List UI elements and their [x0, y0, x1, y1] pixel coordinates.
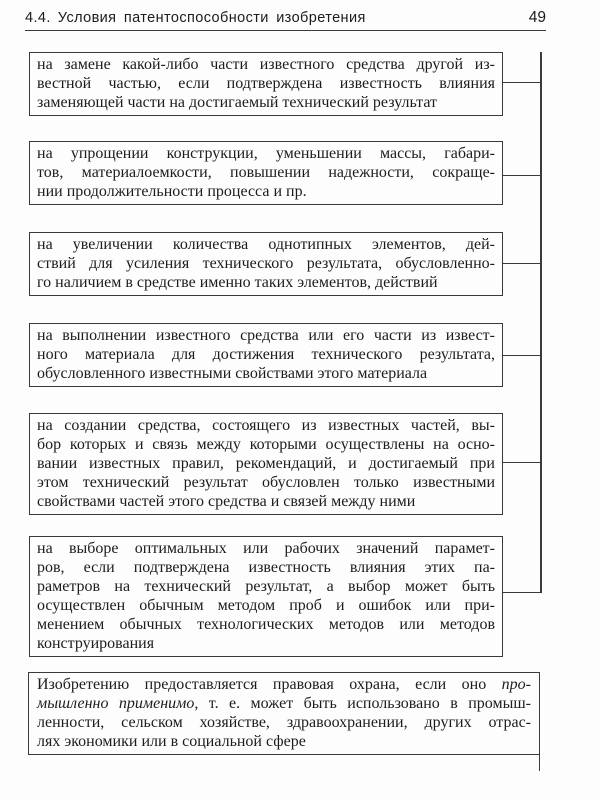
text-line [37, 675, 531, 694]
connector-line-3 [503, 263, 541, 264]
text-line: тов, материалоемкости, повышении надежности, сокраще- [37, 164, 495, 181]
text-line: менением обычных технологических методов или методов [37, 616, 495, 633]
text-line [37, 694, 531, 713]
text-line: ров, если подтверждена известность влияния этих па- [37, 559, 495, 576]
text-line: на выполнении известного средства или его части из извест- [37, 327, 495, 344]
text-line: бор которых и связь между которыми осуществлены на осно- [37, 436, 495, 453]
page-header [25, 9, 546, 31]
section-title: Условия патентоспособности изобретения [57, 10, 366, 26]
connector-trunk-line [540, 52, 542, 593]
condition-box-replace-part [29, 52, 503, 116]
page-number: 49 [528, 9, 546, 26]
condition-box-known-material [29, 323, 503, 387]
section-heading [25, 10, 366, 26]
text-line: вестной частью, если подтверждена известность влияния [37, 75, 495, 92]
connector-line-2 [503, 175, 541, 176]
condition-box-simplify-design [29, 141, 503, 205]
text-line: на упрощении конструкции, уменьшении массы, габари- [37, 145, 495, 162]
italic-text-segment: мышленно применимо [37, 695, 195, 712]
text-segment: Изобретению предоставляется правовая охрана, если оно [37, 676, 502, 693]
text-line: лях экономики или в социальной сфере [37, 733, 306, 750]
text-line: на замене какой-либо части известного средства другой из- [37, 56, 495, 73]
connector-line-6 [503, 592, 541, 593]
text-line: вании известных правил, рекомендаций, и достигаемый при [37, 455, 495, 472]
connector-line-4 [503, 355, 541, 356]
section-number: 4.4. [25, 10, 51, 26]
text-line: нии продолжительности процесса и пр. [37, 183, 307, 200]
text-segment: , т. е. может быть использовано в промыш- [194, 695, 531, 712]
text-line: ленности, сельском хозяйстве, здравоохранении, других отрас- [37, 714, 531, 731]
text-line: заменяющей части на достигаемый технический результат [37, 94, 438, 111]
text-line: на выборе оптимальных или рабочих значений парамет- [37, 540, 495, 557]
continuation-line [539, 751, 541, 771]
text-line: раметров на технический результат, а выбор может быть [37, 578, 495, 595]
condition-box-known-parts [29, 413, 503, 515]
text-line: го наличием в средстве именно таких элементов, действий [37, 274, 438, 291]
text-line: ного материала для достижения технического результата, [37, 346, 495, 363]
text-line: конструирования [37, 635, 155, 652]
text-line: этом технический результат обусловлен только известными [37, 474, 495, 491]
condition-box-parameter-choice [29, 536, 503, 657]
connector-line-1 [503, 82, 541, 83]
text-line: на создании средства, состоящего из известных частей, вы- [37, 417, 495, 434]
text-line: ствий для усиления технического результата, обусловленно- [37, 255, 495, 272]
text-line: обусловленного известными свойствами этого материала [37, 365, 428, 382]
connector-line-5 [503, 462, 541, 463]
text-line: свойствами частей этого средства и связей между ними [37, 493, 416, 510]
text-line: на увеличении количества однотипных элементов, дей- [37, 236, 495, 253]
italic-text-segment: про- [501, 676, 531, 693]
condition-box-increase-elements [29, 232, 503, 296]
text-line: осуществлен обычным методом проб и ошибок или при- [37, 597, 495, 614]
conclusion-box [28, 672, 540, 755]
